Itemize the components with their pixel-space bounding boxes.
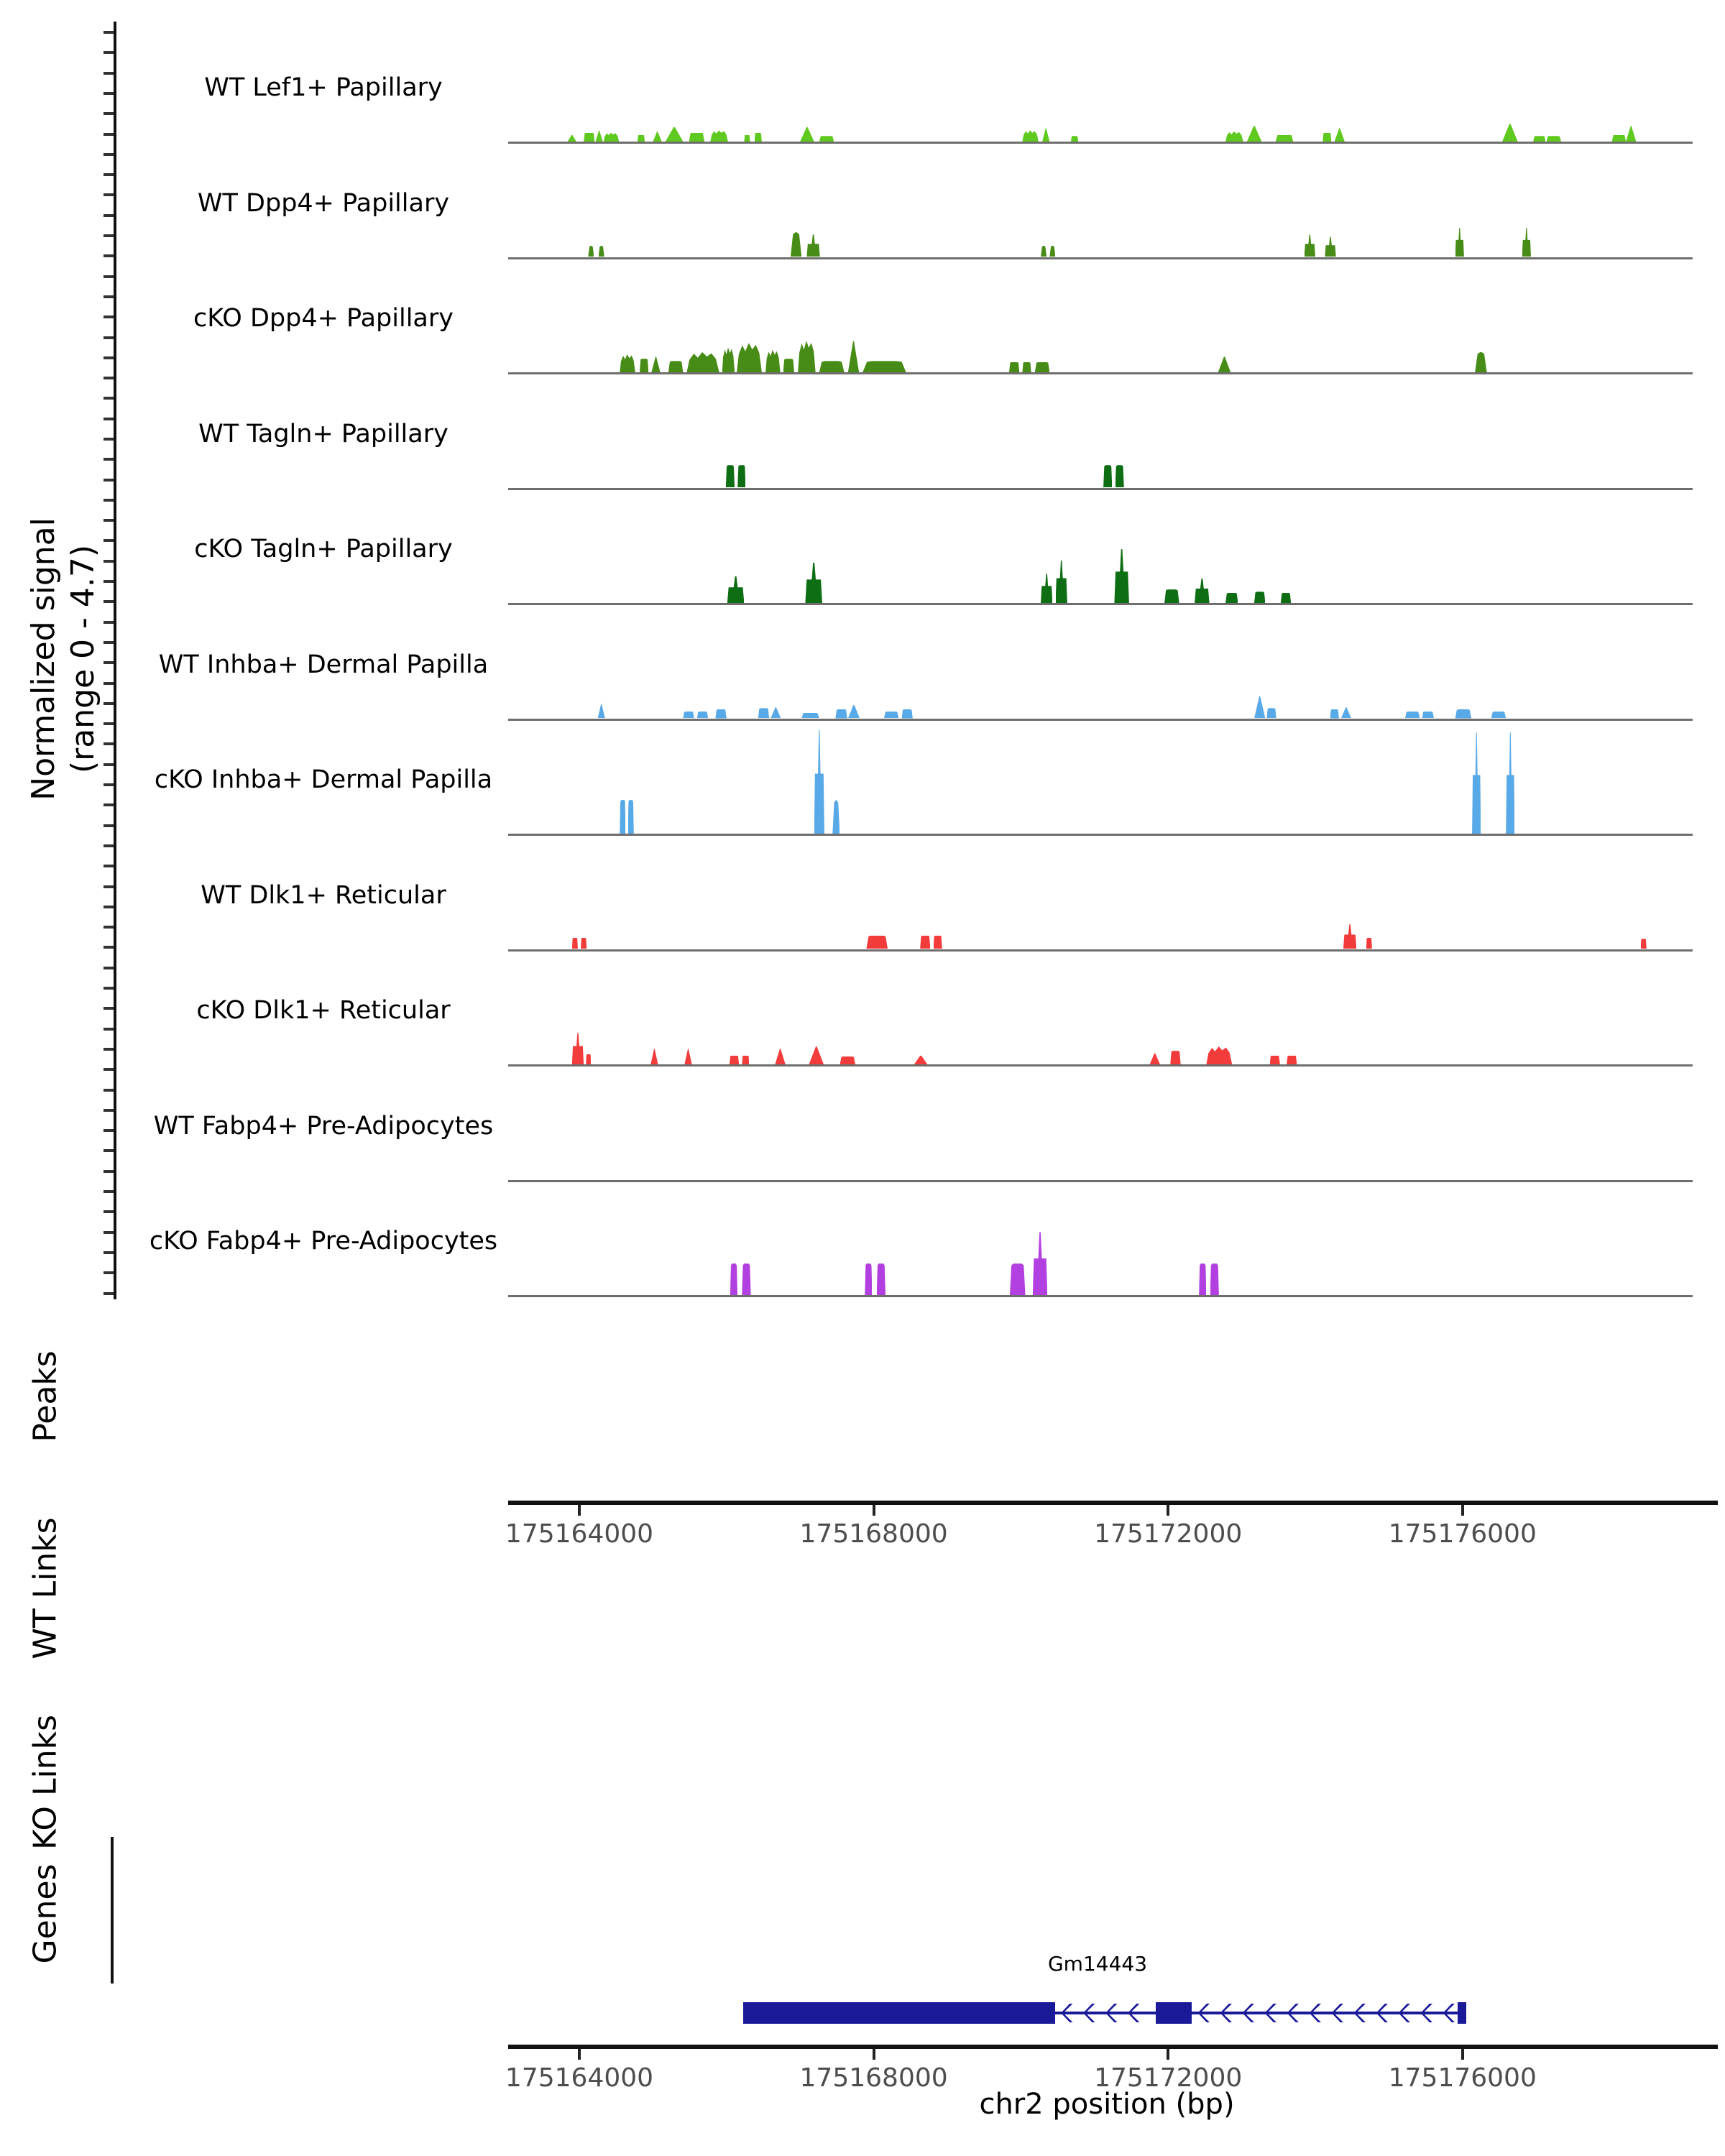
signal-peak bbox=[730, 1263, 737, 1295]
signal-peak bbox=[1042, 128, 1049, 142]
signal-peak bbox=[684, 1049, 691, 1064]
signal-axis-tick bbox=[104, 682, 114, 685]
gene-end-bar bbox=[1458, 2002, 1466, 2024]
signal-peak bbox=[742, 1056, 749, 1065]
signal-peak bbox=[1330, 709, 1339, 719]
signal-peak bbox=[1150, 1053, 1160, 1064]
signal-peak bbox=[1641, 939, 1647, 949]
signal-axis-tick bbox=[104, 295, 114, 298]
signal-peak bbox=[1533, 136, 1545, 142]
signal-peak bbox=[1405, 711, 1420, 718]
track-label: WT Dpp4+ Papillary bbox=[197, 189, 450, 218]
signal-axis-tick bbox=[104, 336, 114, 339]
signal-peak bbox=[1225, 132, 1243, 142]
signal-peak bbox=[1114, 549, 1129, 603]
signal-peak bbox=[1218, 356, 1230, 372]
signal-peak bbox=[722, 348, 735, 372]
signal-peak bbox=[1455, 228, 1464, 257]
signal-peak bbox=[1341, 707, 1351, 719]
signal-peak bbox=[1116, 465, 1124, 487]
signal-axis-tick bbox=[104, 1210, 114, 1213]
signal-peak bbox=[638, 135, 645, 142]
signal-peak bbox=[914, 1056, 927, 1065]
signal-peak bbox=[628, 800, 634, 834]
track-label: WT Tagln+ Papillary bbox=[198, 420, 448, 448]
signal-axis-tick bbox=[104, 479, 114, 482]
signal-peak bbox=[902, 709, 913, 719]
track-baseline bbox=[508, 1180, 1693, 1182]
section-label-wt-links: WT Links bbox=[27, 1517, 64, 1659]
signal-peak bbox=[1366, 938, 1372, 949]
signal-axis-tick bbox=[104, 153, 114, 156]
signal-peak bbox=[765, 350, 781, 372]
signal-peak bbox=[640, 359, 648, 372]
signal-peak bbox=[1472, 732, 1481, 834]
track-baseline bbox=[508, 142, 1693, 144]
signal-peak bbox=[1335, 128, 1345, 142]
signal-axis-tick bbox=[104, 31, 114, 34]
signal-peak bbox=[596, 130, 603, 142]
track-label: cKO Dlk1+ Reticular bbox=[196, 996, 451, 1025]
signal-peak bbox=[1612, 135, 1627, 142]
signal-peak bbox=[651, 356, 660, 372]
signal-peak bbox=[800, 127, 814, 142]
x-tick-label: 175168000 bbox=[799, 1519, 948, 1549]
signal-peak bbox=[1035, 362, 1050, 372]
signal-peak bbox=[650, 1049, 658, 1064]
x-axis-line bbox=[508, 1501, 1718, 1505]
x-axis-tick bbox=[873, 1505, 875, 1516]
signal-axis-tick bbox=[104, 173, 114, 176]
signal-peak bbox=[653, 132, 661, 142]
signal-axis-tick bbox=[104, 722, 114, 725]
signal-peak bbox=[806, 234, 819, 257]
signal-axis-tick bbox=[104, 397, 114, 400]
signal-peak bbox=[1506, 732, 1514, 834]
signal-peak bbox=[1033, 1232, 1048, 1295]
signal-peak bbox=[1491, 711, 1506, 718]
signal-peak bbox=[1281, 593, 1291, 603]
signal-peak bbox=[668, 361, 684, 372]
signal-peak bbox=[1343, 924, 1356, 949]
signal-axis-tick bbox=[104, 1149, 114, 1152]
signal-peak bbox=[584, 133, 594, 142]
track-baseline bbox=[508, 719, 1693, 721]
signal-axis-tick bbox=[104, 1089, 114, 1092]
section-label-peaks: Peaks bbox=[27, 1350, 64, 1442]
x-tick-label: 175168000 bbox=[799, 2063, 948, 2093]
track-label: cKO Dpp4+ Papillary bbox=[193, 304, 454, 333]
signal-peak bbox=[666, 127, 684, 142]
signal-axis-tick bbox=[104, 1068, 114, 1071]
signal-axis-tick bbox=[104, 600, 114, 603]
signal-peak bbox=[848, 705, 860, 719]
signal-axis-tick bbox=[104, 865, 114, 867]
signal-peak bbox=[1010, 1263, 1026, 1295]
signal-peak bbox=[726, 465, 735, 487]
signal-peak bbox=[791, 232, 801, 257]
signal-axis-tick bbox=[104, 112, 114, 115]
signal-axis-tick bbox=[104, 803, 114, 806]
signal-peak bbox=[1422, 711, 1434, 718]
x-axis-tick bbox=[1461, 2049, 1464, 2060]
signal-axis-tick bbox=[104, 377, 114, 379]
signal-peak bbox=[798, 341, 816, 372]
signal-axis-tick bbox=[104, 519, 114, 522]
signal-peak bbox=[1247, 126, 1262, 142]
track-label: WT Inhba+ Dermal Papilla bbox=[158, 650, 489, 679]
signal-peak bbox=[1254, 696, 1265, 718]
x-axis-line bbox=[508, 2045, 1718, 2049]
track-label: cKO Inhba+ Dermal Papilla bbox=[154, 765, 493, 794]
signal-axis-tick bbox=[104, 499, 114, 502]
x-axis-title: chr2 position (bp) bbox=[979, 2088, 1235, 2121]
signal-peak bbox=[865, 1263, 872, 1295]
x-tick-label: 175172000 bbox=[1094, 1519, 1243, 1549]
signal-axis-tick bbox=[104, 234, 114, 237]
signal-peak bbox=[568, 135, 576, 142]
x-axis-tick bbox=[1461, 1505, 1464, 1516]
signal-axis-tick bbox=[104, 1170, 114, 1173]
signal-peak bbox=[934, 936, 942, 949]
signal-peak bbox=[866, 936, 888, 949]
signal-peak bbox=[683, 711, 694, 718]
signal-peak bbox=[1522, 228, 1531, 257]
signal-axis-tick bbox=[104, 1190, 114, 1193]
track-baseline bbox=[508, 1064, 1693, 1067]
signal-peak bbox=[1455, 709, 1472, 719]
signal-axis-tick bbox=[104, 133, 114, 136]
signal-peak bbox=[1210, 1263, 1219, 1295]
signal-axis-tick bbox=[104, 356, 114, 359]
signal-peak bbox=[710, 130, 728, 142]
signal-peak bbox=[770, 707, 781, 719]
signal-peak bbox=[687, 352, 719, 372]
x-tick-label: 175176000 bbox=[1388, 2063, 1537, 2093]
signal-peak bbox=[832, 800, 840, 834]
track-baseline bbox=[508, 603, 1693, 605]
x-axis-tick bbox=[1167, 1505, 1169, 1516]
signal-axis-tick bbox=[104, 641, 114, 644]
signal-peak bbox=[730, 1056, 739, 1065]
signal-peak bbox=[1322, 133, 1331, 142]
signal-axis-tick bbox=[104, 254, 114, 257]
signal-peak bbox=[1502, 124, 1518, 142]
signal-peak bbox=[814, 730, 824, 834]
signal-peak bbox=[697, 711, 708, 718]
track-baseline bbox=[508, 488, 1693, 490]
signal-peak bbox=[1056, 561, 1067, 603]
track-baseline bbox=[508, 257, 1693, 259]
signal-peak bbox=[1049, 246, 1055, 257]
signal-axis-tick bbox=[104, 946, 114, 949]
signal-peak bbox=[604, 133, 620, 142]
signal-peak bbox=[598, 704, 605, 718]
signal-axis-tick bbox=[104, 702, 114, 705]
signal-peak bbox=[877, 1263, 886, 1295]
y-axis-label-line1: Normalized signal bbox=[25, 517, 62, 801]
signal-peak bbox=[1195, 579, 1210, 603]
x-axis-tick bbox=[873, 2049, 875, 2060]
signal-peak bbox=[1164, 589, 1179, 603]
signal-peak bbox=[1270, 1056, 1280, 1065]
signal-axis-tick bbox=[104, 742, 114, 745]
signal-axis-tick bbox=[104, 987, 114, 990]
signal-peak bbox=[689, 133, 705, 142]
track-baseline bbox=[508, 949, 1693, 952]
signal-peak bbox=[737, 343, 762, 372]
signal-axis-tick bbox=[104, 926, 114, 929]
signal-axis-tick bbox=[104, 824, 114, 827]
signal-peak bbox=[581, 938, 586, 949]
signal-axis-tick bbox=[104, 580, 114, 583]
signal-peak bbox=[1041, 246, 1046, 257]
gene-exon bbox=[743, 2002, 1054, 2024]
signal-axis-tick bbox=[104, 1028, 114, 1031]
signal-peak bbox=[862, 361, 906, 372]
genes-bracket-line bbox=[111, 1837, 114, 1984]
x-tick-label: 175164000 bbox=[505, 1519, 654, 1549]
x-tick-label: 175164000 bbox=[505, 2063, 654, 2093]
signal-axis-tick bbox=[104, 275, 114, 278]
signal-peak bbox=[809, 1046, 824, 1064]
track-baseline bbox=[508, 1295, 1693, 1297]
signal-peak bbox=[1022, 130, 1039, 142]
signal-peak bbox=[1547, 136, 1562, 142]
signal-peak bbox=[1022, 362, 1031, 372]
signal-peak bbox=[775, 1049, 785, 1064]
track-label: cKO Tagln+ Papillary bbox=[194, 535, 453, 563]
track-baseline bbox=[508, 372, 1693, 374]
gene-exon bbox=[1156, 2002, 1192, 2024]
signal-peak bbox=[620, 354, 635, 372]
signal-peak bbox=[805, 563, 822, 603]
y-axis-label-line2: (range 0 - 4.7) bbox=[65, 544, 101, 774]
signal-peak bbox=[1103, 465, 1112, 487]
signal-peak bbox=[1305, 234, 1315, 257]
signal-peak bbox=[1170, 1051, 1180, 1064]
x-axis-tick bbox=[578, 1505, 581, 1516]
signal-peak bbox=[742, 1263, 750, 1295]
signal-peak bbox=[727, 576, 745, 604]
signal-axis-tick bbox=[104, 621, 114, 624]
signal-axis-tick bbox=[104, 1292, 114, 1295]
signal-peak bbox=[737, 465, 745, 487]
signal-peak bbox=[1266, 708, 1276, 718]
signal-peak bbox=[819, 361, 845, 372]
signal-peak bbox=[1206, 1046, 1232, 1064]
signal-peak bbox=[1626, 126, 1636, 142]
signal-peak bbox=[755, 133, 762, 142]
signal-axis-tick bbox=[104, 967, 114, 969]
signal-axis-tick bbox=[104, 844, 114, 847]
track-label: WT Lef1+ Papillary bbox=[204, 73, 443, 102]
track-label: cKO Fabp4+ Pre-Adipocytes bbox=[149, 1227, 498, 1256]
signal-peak bbox=[1199, 1263, 1206, 1295]
track-baseline bbox=[508, 834, 1693, 836]
signal-axis-tick bbox=[104, 51, 114, 54]
x-axis-tick bbox=[1167, 2049, 1169, 2060]
signal-peak bbox=[620, 800, 625, 834]
section-label-genes: Genes bbox=[27, 1864, 64, 1964]
gene-name-label: Gm14443 bbox=[1047, 1952, 1148, 1976]
x-axis-tick bbox=[578, 2049, 581, 2060]
signal-peak bbox=[588, 246, 594, 257]
x-tick-label: 175176000 bbox=[1388, 1519, 1537, 1549]
signal-peak bbox=[835, 709, 847, 719]
signal-peak bbox=[715, 709, 726, 719]
signal-peak bbox=[599, 246, 604, 257]
signal-peak bbox=[848, 341, 859, 372]
signal-peak bbox=[572, 1033, 584, 1064]
signal-peak bbox=[801, 713, 819, 719]
signal-peak bbox=[758, 708, 769, 718]
signal-peak bbox=[1475, 352, 1486, 372]
signal-axis-tick bbox=[104, 1271, 114, 1274]
signal-peak bbox=[840, 1056, 856, 1064]
signal-peak bbox=[744, 135, 750, 142]
signal-peak bbox=[884, 711, 899, 718]
signal-axis-tick bbox=[104, 1048, 114, 1051]
signal-peak bbox=[1254, 591, 1265, 603]
signal-peak bbox=[819, 136, 834, 142]
signal-peak bbox=[783, 359, 794, 372]
signal-peak bbox=[1276, 135, 1294, 142]
section-label-ko-links: KO Links bbox=[27, 1714, 64, 1851]
signal-peak bbox=[1071, 136, 1078, 142]
signal-peak bbox=[1287, 1056, 1297, 1065]
signal-peak bbox=[920, 936, 930, 949]
signal-peak bbox=[1325, 236, 1335, 257]
signal-peak bbox=[586, 1054, 591, 1064]
signal-peak bbox=[1225, 593, 1238, 603]
signal-peak bbox=[1041, 573, 1052, 603]
signal-axis-tick bbox=[104, 458, 114, 461]
track-label: WT Fabp4+ Pre-Adipocytes bbox=[153, 1112, 494, 1141]
track-label: WT Dlk1+ Reticular bbox=[201, 881, 446, 910]
signal-peak bbox=[572, 938, 578, 949]
signal-peak bbox=[1009, 362, 1019, 372]
x-tick-label: 175172000 bbox=[1094, 2063, 1243, 2093]
